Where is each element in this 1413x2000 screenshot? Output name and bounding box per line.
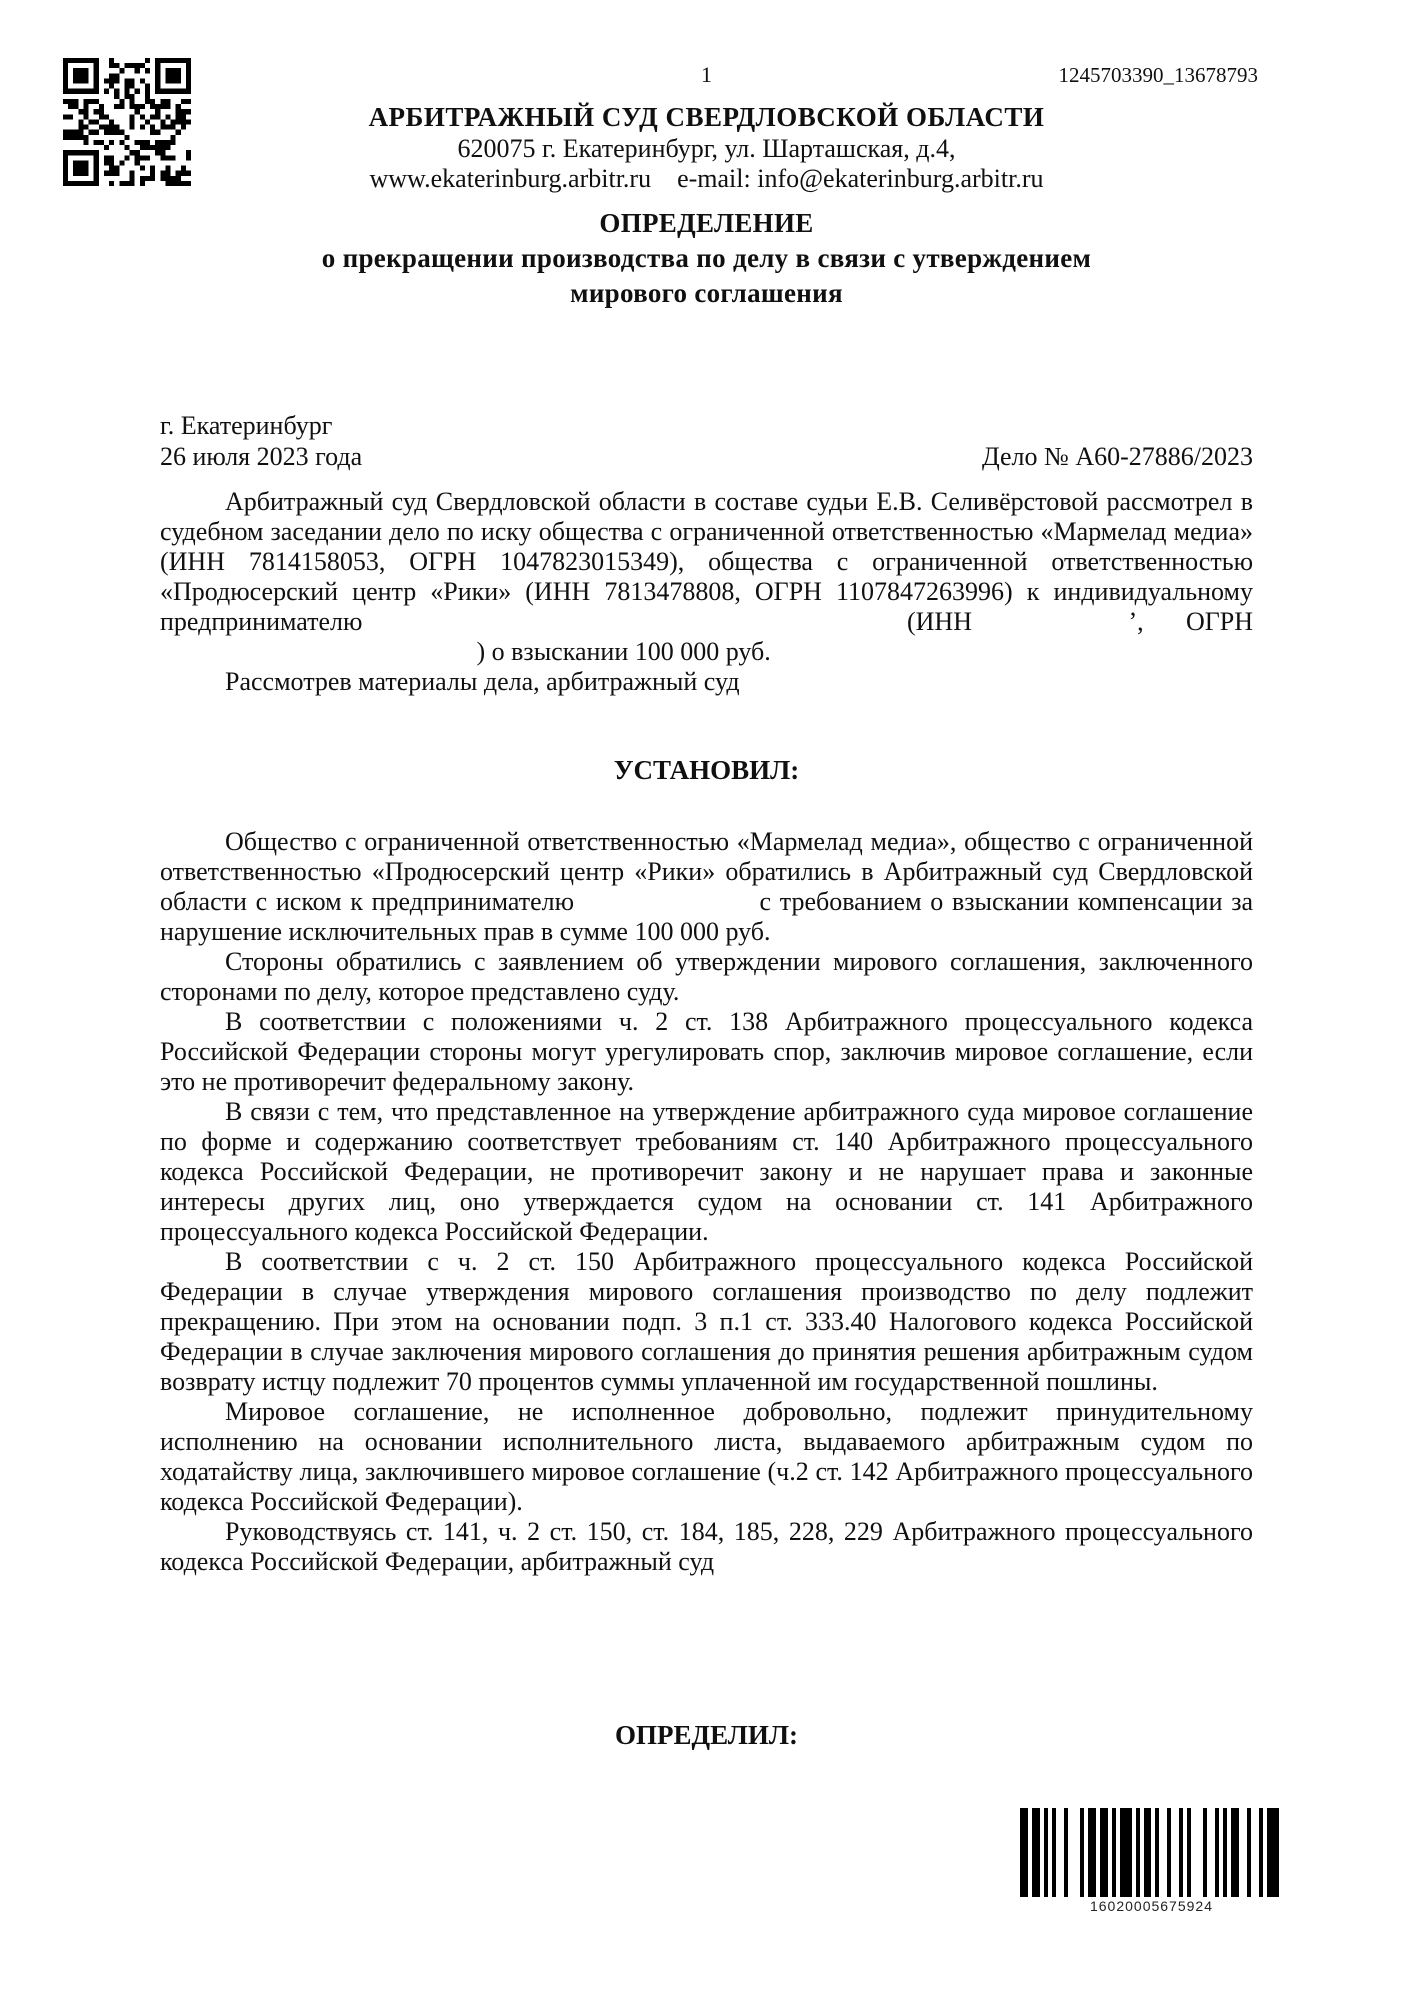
para-court-composition-text: Арбитражный суд Свердловской области в составе судьи Е.В. Селивёрстовой рассмотрел в судебном заседании дело по иску общества с ограниченной ответственностью «Мармелад медиа» (ИНН 7814158053, ОГРН 1047823015349), общества с ограниченной ответственностью «Продюсерский центр «Рики» (ИНН 7813478808, ОГРН 1107847263996) к индивидуальному предпринимателю bbox=[160, 487, 1253, 636]
barcode-bar bbox=[1120, 1808, 1132, 1897]
para-article-138 bbox=[160, 1007, 1253, 1097]
court-contacts bbox=[0, 164, 1413, 194]
para-court-composition-text: ) о взыскании 100 000 руб. bbox=[476, 637, 771, 666]
para-articles-150-33340 bbox=[160, 1247, 1253, 1397]
para-guided-by-text: Руководствуясь ст. 141, ч. 2 ст. 150, ст. 184, 185, 228, 229 Арбитражного процессуального кодекса Российской Федерации, арбитражный суд bbox=[160, 1517, 1253, 1576]
court-email: e-mail: info@ekaterinburg.arbitr.ru bbox=[677, 164, 1044, 193]
barcode-bars-icon bbox=[1020, 1808, 1283, 1897]
barcode-bar bbox=[1144, 1808, 1152, 1897]
para-guided-by bbox=[160, 1517, 1253, 1577]
title-subject-line-2: мирового соглашения bbox=[570, 278, 843, 308]
court-website: www.ekaterinburg.arbitr.ru bbox=[369, 164, 652, 193]
document-code: 1245703390_13678793 bbox=[1058, 63, 1258, 87]
para-settlement-motion-text: Стороны обратились с заявлением об утверждении мирового соглашения, заключенного сторонами по делу, которое представлено суду. bbox=[160, 947, 1253, 1006]
court-address: 620075 г. Екатеринбург, ул. Шарташская, д.4, bbox=[457, 134, 956, 163]
para-court-composition-text: ОГРН bbox=[1185, 607, 1253, 636]
para-articles-150-33340-text: В соответствии с ч. 2 ст. 150 Арбитражного процессуального кодекса Российской Федерации в случае утверждения мирового соглашения производство по делу подлежит прекращению. При этом на основании подп. 3 п.1 ст. 333.40 Налогового кодекса Российской Федерации в случае заключения мирового соглашения до принятия решения арбитражным судом возврату истцу подлежит 70 процентов суммы уплаченной им государственной пошлины. bbox=[160, 1247, 1253, 1396]
para-article-142-text: Мировое соглашение, не исполненное добровольно, подлежит принудительному исполнению на основании исполнительного листа, выдаваемого арбитражным судом по ходатайству лица, заключившего мировое соглашение (ч.2 ст. 142 Арбитражного процессуального кодекса Российской Федерации). bbox=[160, 1397, 1253, 1516]
barcode-space bbox=[1056, 1808, 1064, 1897]
barcode-number: 16020005675924 bbox=[1089, 1898, 1213, 1914]
para-reviewed-materials bbox=[160, 667, 1253, 697]
para-claim-text: Общество с ограниченной ответственностью «Мармелад медиа», общество с ограниченной ответственностью «Продюсерский центр «Рики» обратились в Арбитражный суд Свердловской области с иском к предпринимателю bbox=[160, 827, 1253, 916]
para-reviewed-materials-text: Рассмотрев материалы дела, арбитражный суд bbox=[225, 667, 740, 696]
barcode-space bbox=[1251, 1808, 1259, 1897]
para-court-composition-text: ’, bbox=[1128, 607, 1144, 636]
title-subject-line-1: о прекращении производства по делу в связи с утверждением bbox=[321, 243, 1092, 273]
body-text bbox=[160, 487, 1253, 1577]
barcode bbox=[1020, 1808, 1283, 1914]
barcode-bar bbox=[1231, 1808, 1239, 1897]
court-header bbox=[0, 100, 1413, 194]
barcode-bar bbox=[1020, 1808, 1028, 1897]
court-name: АРБИТРАЖНЫЙ СУД СВЕРДЛОВСКОЙ ОБЛАСТИ bbox=[368, 102, 1045, 132]
redaction-gap bbox=[405, 628, 865, 630]
case-number: Дело № А60-27886/2023 bbox=[981, 442, 1253, 471]
para-court-composition-text: (ИНН bbox=[906, 607, 972, 636]
redaction-gap bbox=[160, 658, 470, 660]
decision-date: 26 июля 2023 года bbox=[160, 442, 363, 471]
barcode-space bbox=[1191, 1808, 1203, 1897]
case-meta bbox=[160, 410, 1253, 472]
para-settlement-motion bbox=[160, 947, 1253, 1007]
barcode-space bbox=[1239, 1808, 1247, 1897]
barcode-space bbox=[1171, 1808, 1179, 1897]
para-articles-140-141-text: В связи с тем, что представленное на утверждение арбитражного суда мировое соглашение по форме и содержанию соответствует требованиям ст. 140 Арбитражного процессуального кодекса Российской Федерации, не противоречит закону и не нарушает права и законные интересы других лиц, оно утверждается судом на основании ст. 141 Арбитражного процессуального кодекса Российской Федерации. bbox=[160, 1097, 1253, 1246]
barcode-space bbox=[1159, 1808, 1167, 1897]
redaction-gap bbox=[1014, 628, 1086, 630]
heading-opredelil: ОПРЕДЕЛИЛ: bbox=[615, 1720, 798, 1750]
city: г. Екатеринбург bbox=[160, 411, 333, 440]
title-kind: ОПРЕДЕЛЕНИЕ bbox=[599, 208, 814, 238]
para-articles-140-141 bbox=[160, 1097, 1253, 1247]
para-article-138-text: В соответствии с положениями ч. 2 ст. 138 Арбитражного процессуального кодекса Российской Федерации стороны могут урегулировать спор, заключив мировое соглашение, если это не противоречит федеральному закону. bbox=[160, 1007, 1253, 1096]
barcode-bar bbox=[1267, 1808, 1279, 1897]
para-court-composition bbox=[160, 487, 1253, 667]
para-claim-text: с требованием о взыскании компенсации за нарушение исключительных прав в сумме 100 000 руб. bbox=[160, 887, 1254, 946]
redaction-gap bbox=[583, 908, 751, 910]
top-row bbox=[0, 62, 1413, 92]
para-article-142 bbox=[160, 1397, 1253, 1517]
barcode-bar bbox=[1088, 1808, 1096, 1897]
barcode-space bbox=[1207, 1808, 1215, 1897]
heading-ustanovil: УСТАНОВИЛ: bbox=[613, 755, 800, 785]
page-number: 1 bbox=[701, 62, 712, 87]
barcode-bar bbox=[1100, 1808, 1108, 1897]
para-claim bbox=[160, 827, 1253, 947]
barcode-space bbox=[1068, 1808, 1080, 1897]
barcode-space bbox=[1279, 1808, 1283, 1897]
barcode-bar bbox=[1032, 1808, 1040, 1897]
document-title bbox=[0, 206, 1413, 311]
